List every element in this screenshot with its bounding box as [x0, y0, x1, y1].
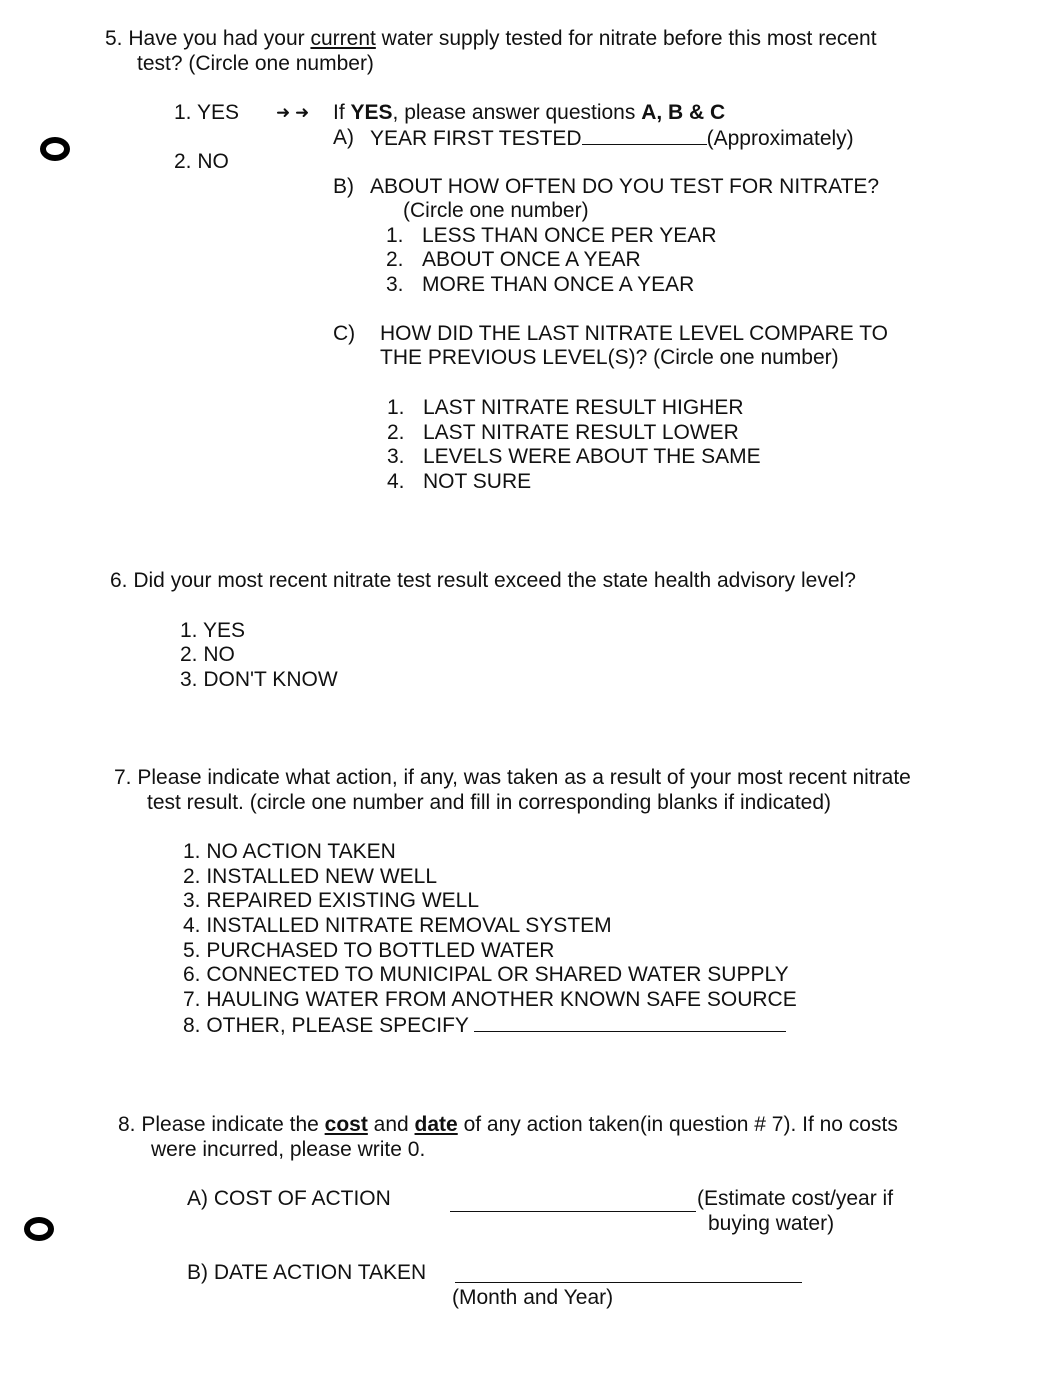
- q5c-option-num[interactable]: 1.: [387, 396, 405, 419]
- q5b-option-text: ABOUT ONCE A YEAR: [422, 248, 641, 271]
- q8b-note: (Month and Year): [452, 1286, 614, 1309]
- q5b-label: B): [333, 175, 354, 198]
- q5-line2: test? (Circle one number): [137, 52, 374, 75]
- q5c-option-num[interactable]: 3.: [387, 445, 405, 468]
- q5c-option-text: LEVELS WERE ABOUT THE SAME: [423, 445, 761, 468]
- q8a-label: A) COST OF ACTION: [187, 1187, 391, 1210]
- q6-option[interactable]: 1. YES: [180, 619, 245, 642]
- q8b-date-blank[interactable]: [455, 1264, 802, 1283]
- q5b-instruction: (Circle one number): [403, 199, 589, 222]
- q5c-option-text: LAST NITRATE RESULT HIGHER: [423, 396, 744, 419]
- q5c-option-num[interactable]: 2.: [387, 421, 405, 444]
- q7-option[interactable]: 7. HAULING WATER FROM ANOTHER KNOWN SAFE SOURCE: [183, 988, 797, 1011]
- q5a-year-blank[interactable]: [582, 126, 707, 145]
- q7-question-line1: 7. Please indicate what action, if any, was taken as a result of your most recent nitrate: [114, 766, 911, 789]
- q5a-question: YEAR FIRST TESTED (Approximately): [370, 127, 854, 150]
- q8a-cost-blank[interactable]: [450, 1193, 696, 1212]
- q7-option[interactable]: 2. INSTALLED NEW WELL: [183, 865, 438, 888]
- q5b-option-text: MORE THAN ONCE A YEAR: [422, 273, 695, 296]
- q5c-option-num[interactable]: 4.: [387, 470, 405, 493]
- q5b-option-num[interactable]: 3.: [386, 273, 404, 296]
- q5-option-yes[interactable]: 1. YES: [174, 101, 239, 124]
- q5c-label: C): [333, 322, 356, 345]
- q5a-label: A): [333, 126, 354, 149]
- q5c-question-line2: THE PREVIOUS LEVEL(S)? (Circle one number): [380, 346, 839, 369]
- hole-punch-mark: [24, 1217, 54, 1241]
- q8b-label: B) DATE ACTION TAKEN: [187, 1261, 427, 1284]
- q5c-question-line1: HOW DID THE LAST NITRATE LEVEL COMPARE TO: [380, 322, 888, 345]
- q8-question-line1: 8. Please indicate the cost and date of any action taken(in question # 7). If no costs: [118, 1113, 898, 1136]
- q5b-option-num[interactable]: 2.: [386, 248, 404, 271]
- q8a-note-line1: (Estimate cost/year if: [697, 1187, 894, 1210]
- q6-question: 6. Did your most recent nitrate test result exceed the state health advisory level?: [110, 569, 856, 592]
- q5-arrow-icon: ➜ ➜: [276, 103, 310, 122]
- q6-option[interactable]: 2. NO: [180, 643, 235, 666]
- q5c-option-text: NOT SURE: [423, 470, 532, 493]
- q7-option[interactable]: 4. INSTALLED NITRATE REMOVAL SYSTEM: [183, 914, 612, 937]
- q5b-option-num[interactable]: 1.: [386, 224, 404, 247]
- q7-option[interactable]: 5. PURCHASED TO BOTTLED WATER: [183, 939, 555, 962]
- q5b-question: ABOUT HOW OFTEN DO YOU TEST FOR NITRATE?: [370, 175, 880, 198]
- q5b-option-text: LESS THAN ONCE PER YEAR: [422, 224, 717, 247]
- q8a-note-line2: buying water): [708, 1212, 835, 1235]
- q5-line1: 5. Have you had your current water supply tested for nitrate before this most recent: [105, 27, 877, 50]
- q8-question-line2: were incurred, please write 0.: [151, 1138, 426, 1161]
- q5c-option-text: LAST NITRATE RESULT LOWER: [423, 421, 739, 444]
- q7-option[interactable]: 1. NO ACTION TAKEN: [183, 840, 396, 863]
- q6-option[interactable]: 3. DON'T KNOW: [180, 668, 338, 691]
- hole-punch-mark: [40, 137, 70, 161]
- q7-question-line2: test result. (circle one number and fill in corresponding blanks if indicated): [147, 791, 832, 814]
- q5-option-no[interactable]: 2. NO: [174, 150, 229, 173]
- q7-option-other[interactable]: 8. OTHER, PLEASE SPECIFY: [183, 1013, 786, 1038]
- q7-other-specify-blank[interactable]: [474, 1013, 786, 1032]
- q7-option[interactable]: 3. REPAIRED EXISTING WELL: [183, 889, 480, 912]
- q5-if-yes-instruction: If YES, please answer questions A, B & C: [333, 101, 726, 124]
- q7-option[interactable]: 6. CONNECTED TO MUNICIPAL OR SHARED WATER SUPPLY: [183, 963, 789, 986]
